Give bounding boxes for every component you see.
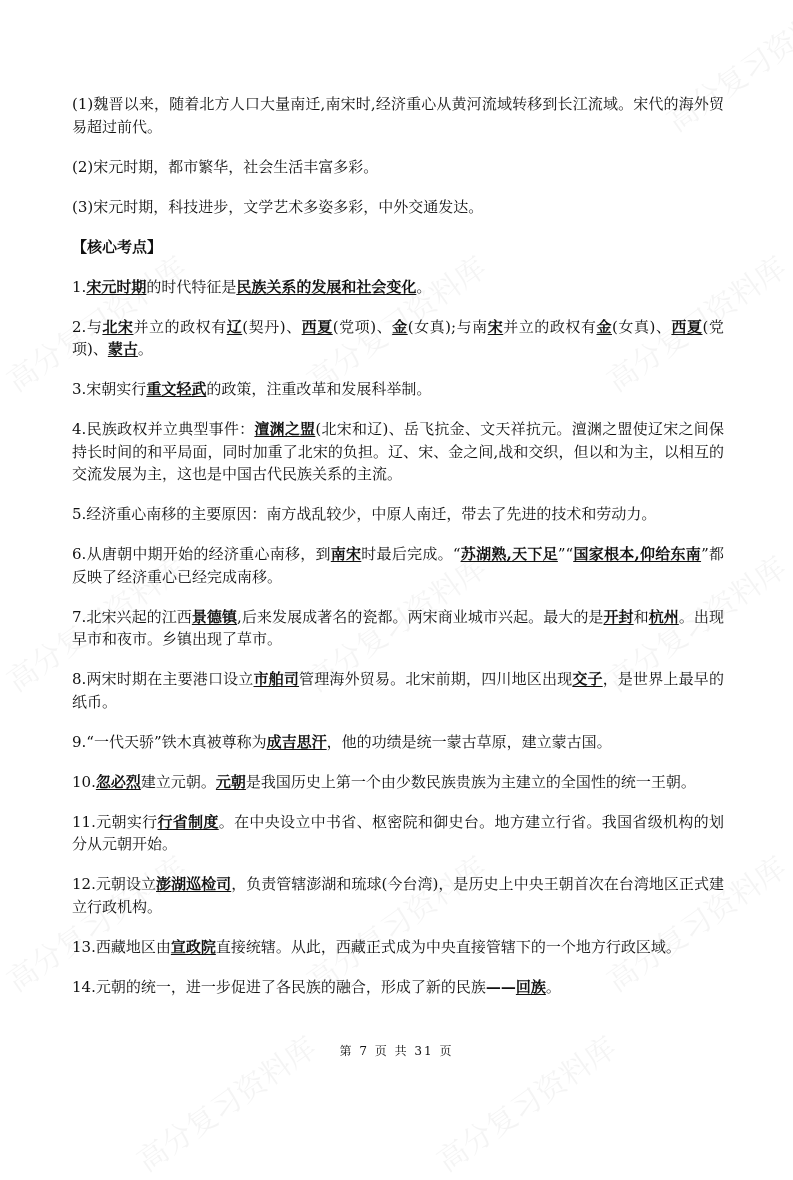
text-run: 14.元朝的统一，进一步促进了各民族的融合，形成了新的民族 xyxy=(72,977,486,996)
key-term: 宋 xyxy=(487,317,504,336)
text-run: ,后来发展成著名的瓷都。两宋商业城市兴起。最大的是 xyxy=(237,607,604,626)
text-run: 10. xyxy=(72,772,96,791)
text-run: 8.两宋时期在主要港口设立 xyxy=(72,670,254,688)
text-run: 。 xyxy=(137,340,153,358)
text-run: 13.西藏地区由 xyxy=(72,937,171,956)
key-term: 重文轻武 xyxy=(146,380,207,398)
text-run: (党项)、 xyxy=(332,317,393,336)
text-run: 建立元朝。 xyxy=(140,772,216,791)
key-term: 金 xyxy=(596,317,613,336)
text-run: 11.元朝实行 xyxy=(72,812,158,831)
text-run: 时最后完成。“ xyxy=(361,545,461,563)
text-run: 。 xyxy=(416,277,432,296)
text-run: 2.与 xyxy=(72,317,103,336)
text-run: —— xyxy=(485,977,516,996)
text-run: 【核心考点】 xyxy=(72,237,163,256)
text-run: 。在中央设立中书省、枢密院和御史台。地方建立行省。我国省级机构的划分从元朝开始。 xyxy=(72,812,724,853)
key-term: 交子 xyxy=(572,670,603,688)
key-term: 苏湖熟,天下足 xyxy=(460,545,558,563)
text-run: ，他的功绩是统一蒙古草原，建立蒙古国。 xyxy=(326,732,612,751)
key-term: 西夏 xyxy=(301,317,333,336)
paragraph xyxy=(72,976,724,999)
text-run: 12.元朝设立 xyxy=(72,875,157,893)
key-term: 南宋 xyxy=(330,545,362,563)
text-run: 5.经济重心南移的主要原因：南方战乱较少，中原人南迁，带去了先进的技术和劳动力。 xyxy=(72,505,657,523)
text-run: (契丹)、 xyxy=(242,317,302,336)
text-run: ，是世界上最早的纸币。 xyxy=(72,670,724,711)
paragraph xyxy=(72,418,724,486)
text-run: 1. xyxy=(72,277,87,296)
paragraph xyxy=(72,936,724,959)
key-term: 西夏 xyxy=(671,317,703,336)
key-term: 澎湖巡检司 xyxy=(156,875,232,893)
text-run: 直接统辖。从此，西藏正式成为中央直接管辖下的一个地方行政区域。 xyxy=(215,937,681,956)
text-run: 的政策，注重改革和发展科举制。 xyxy=(206,380,432,398)
key-term: 澶渊之盟 xyxy=(254,420,316,438)
paragraph xyxy=(72,543,724,588)
key-term: 民族关系的发展和社会变化 xyxy=(236,277,417,296)
paragraph xyxy=(72,316,724,361)
text-run: 和 xyxy=(633,607,649,626)
key-term: 回族 xyxy=(515,977,546,996)
paragraph xyxy=(72,156,724,179)
paragraph xyxy=(72,731,724,754)
paragraph xyxy=(72,668,724,713)
text-run: ”“ xyxy=(557,545,574,563)
text-run: 管理海外贸易。北宋前期，四川地区出现 xyxy=(299,670,573,688)
text-run: (女真);与南 xyxy=(407,317,488,336)
key-term: 国家根本,仰给东南 xyxy=(573,545,702,563)
key-term: 成吉思汗 xyxy=(266,732,327,751)
key-term: 忽必烈 xyxy=(95,772,141,791)
text-run: 7.北宋兴起的江西 xyxy=(72,607,192,626)
text-run: (女真)、 xyxy=(612,317,672,336)
text-run: ，负责管辖澎湖和琉球(今台湾)，是历史上中央王朝首次在台湾地区正式建立行政机构。 xyxy=(72,875,724,916)
paragraph xyxy=(72,378,724,401)
paragraph xyxy=(72,196,724,219)
paragraph xyxy=(72,771,724,794)
key-term: 杭州 xyxy=(648,607,679,626)
text-run: ”都反映了经济重心已经完成南移。 xyxy=(72,545,724,586)
text-run: (1)魏晋以来，随着北方人口大量南迁,南宋时,经济重心从黄河流域转移到长江流域。宋代的海外贸易超过前代。 xyxy=(72,95,724,136)
paragraph xyxy=(72,276,724,299)
text-run: (2)宋元时期，都市繁华，社会生活丰富多彩。 xyxy=(72,157,379,176)
text-run: 。 xyxy=(545,977,561,996)
section-heading xyxy=(72,236,724,259)
text-run: 。出现早市和夜市。乡镇出现了草市。 xyxy=(72,607,724,648)
text-run: 4.民族政权并立典型事件： xyxy=(72,420,255,438)
key-term: 开封 xyxy=(603,607,634,626)
text-run: 是我国历史上第一个由少数民族贵族为主建立的全国性的统一王朝。 xyxy=(245,772,696,791)
key-term: 市舶司 xyxy=(253,670,300,688)
page-number-footer: 第 7 页 共 31 页 xyxy=(339,1044,454,1058)
key-term: 金 xyxy=(392,317,408,336)
key-term: 元朝 xyxy=(215,772,246,791)
text-run: 并立的政权有 xyxy=(503,317,597,336)
document-body xyxy=(72,93,724,1016)
text-run: 的时代特征是 xyxy=(146,277,237,296)
text-run: 6.从唐朝中期开始的经济重心南移，到 xyxy=(72,545,331,563)
paragraph xyxy=(72,93,724,138)
paragraph xyxy=(72,503,724,526)
key-term: 蒙古 xyxy=(107,340,138,358)
paragraph xyxy=(72,606,724,651)
text-run: (党项)、 xyxy=(72,317,724,358)
text-run: 3.宋朝实行 xyxy=(72,380,147,398)
text-run: 并立的政权有 xyxy=(133,317,227,336)
key-term: 宋元时期 xyxy=(86,277,147,296)
key-term: 行省制度 xyxy=(157,812,219,831)
text-run: (3)宋元时期，科技进步，文学艺术多姿多彩，中外交通发达。 xyxy=(72,197,484,216)
paragraph xyxy=(72,811,724,856)
key-term: 宣政院 xyxy=(170,937,216,956)
key-term: 辽 xyxy=(226,317,243,336)
key-term: 景德镇 xyxy=(191,607,238,626)
text-run: 9.“一代天骄”铁木真被尊称为 xyxy=(72,732,267,751)
paragraph xyxy=(72,873,724,918)
key-term: 北宋 xyxy=(102,317,134,336)
text-run: (北宋和辽)、岳飞抗金、文天祥抗元。澶渊之盟使辽宋之间保持长时间的和平局面，同时加重了北宋的负担。辽、宋、金之间,战和交织，但以和为主，以相互的交流发展为主，这也是中国古代民族关系的主流。 xyxy=(72,420,724,483)
